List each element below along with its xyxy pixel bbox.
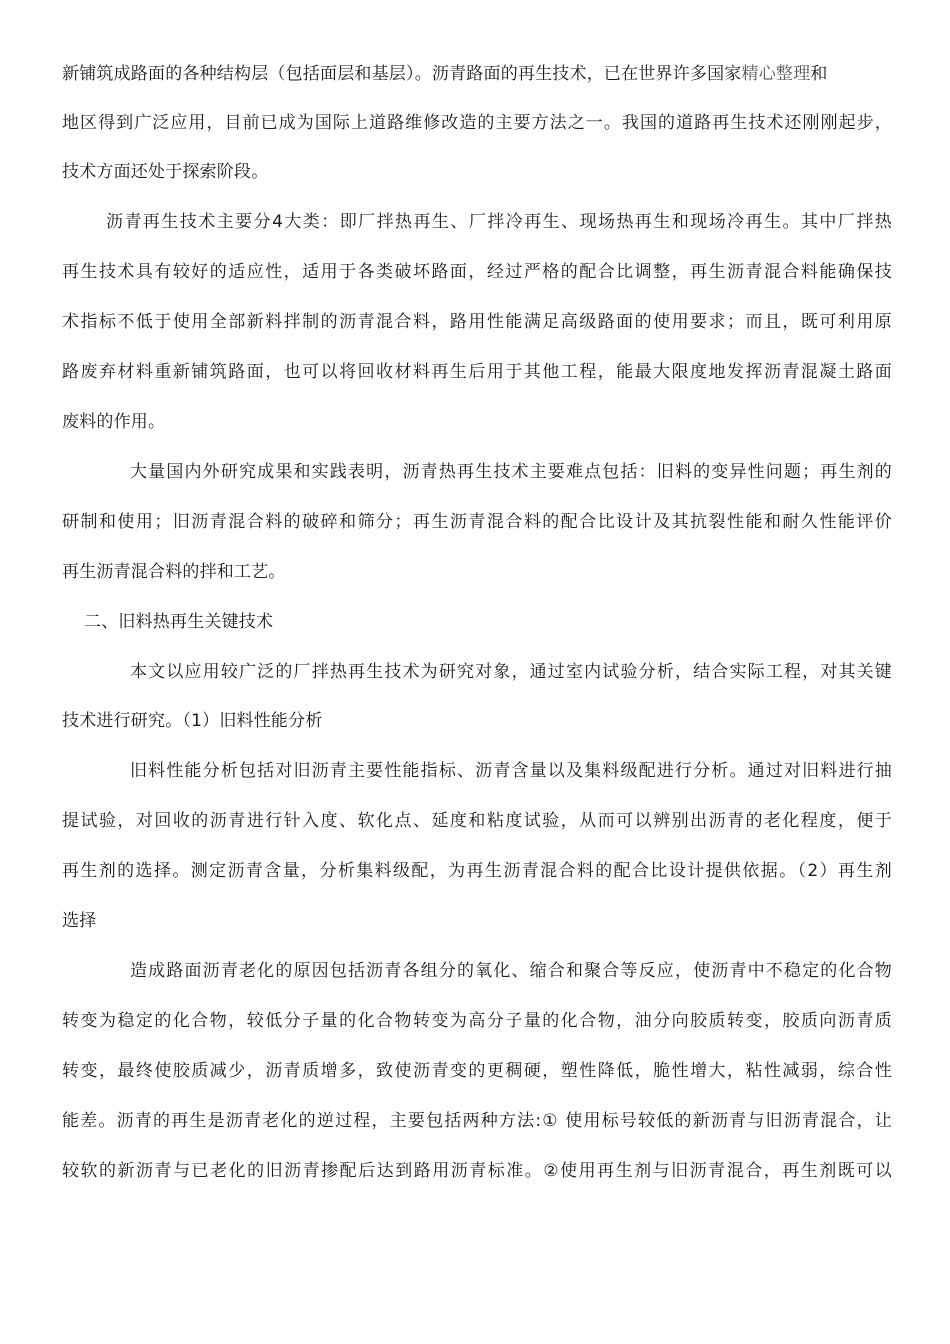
paragraph-3-line-2: 研制和使用；旧沥青混合料的破碎和筛分；再生沥青混合料的配合比设计及其抗裂性能和耐久性能评价 <box>62 512 892 532</box>
paragraph-1-line-1-tail: 和 <box>810 64 828 84</box>
paragraph-1-line-3: 技术方面还处于探索阶段。 <box>62 162 269 182</box>
paragraph-6-line-3: 转变，最终使胶质减少，沥青质增多，致使沥青变的更稠硬，塑性降低，脆性增大，粘性减弱，综合性 <box>62 1061 892 1081</box>
paragraph-6-line-1: 造成路面沥青老化的原因包括沥青各组分的氧化、缩合和聚合等反应，使沥青中不稳定的化合物 <box>130 961 892 981</box>
paragraph-1-line-2: 地区得到广泛应用，目前已成为国际上道路维修改造的主要方法之一。我国的道路再生技术还刚刚起步， <box>62 113 892 133</box>
paragraph-3-line-3: 再生沥青混合料的拌和工艺。 <box>62 562 286 582</box>
paragraph-3-line-1: 大量国内外研究成果和实践表明，沥青热再生技术主要难点包括：旧料的变异性问题；再生剂的 <box>130 462 892 482</box>
inline-watermark-text: 精心整理 <box>741 64 811 84</box>
paragraph-5-line-2: 提试验，对回收的沥青进行针入度、软化点、延度和粘度试验，从而可以辨别出沥青的老化程度，便于 <box>62 811 892 831</box>
paragraph-4-line-2: 技术进行研究。（1）旧料性能分析 <box>62 711 323 731</box>
paragraph-2-line-1: 沥青再生技术主要分4大类：即厂拌热再生、厂拌冷再生、现场热再生和现场冷再生。其中厂拌热 <box>106 212 892 232</box>
paragraph-6-line-2: 转变为稳定的化合物，较低分子量的化合物转变为高分子量的化合物，油分向胶质转变，胶质向沥青质 <box>62 1011 892 1031</box>
paragraph-5-line-1: 旧料性能分析包括对旧沥青主要性能指标、沥青含量以及集料级配进行分析。通过对旧料进行抽 <box>130 761 892 781</box>
paragraph-4-line-1: 本文以应用较广泛的厂拌热再生技术为研究对象，通过室内试验分析，结合实际工程，对其关键 <box>130 662 892 682</box>
paragraph-6-line-4: 能差。沥青的再生是沥青老化的逆过程，主要包括两种方法:① 使用标号较低的新沥青与旧沥青混合，让 <box>62 1111 892 1131</box>
paragraph-2-line-2: 再生技术具有较好的适应性，适用于各类破坏路面，经过严格的配合比调整，再生沥青混合料能确保技 <box>62 262 892 282</box>
section-heading: 二、旧料热再生关键技术 <box>84 612 274 632</box>
paragraph-1-line-1 <box>62 62 828 86</box>
paragraph-6-line-5: 较软的新沥青与已老化的旧沥青掺配后达到路用沥青标准。②使用再生剂与旧沥青混合，再生剂既可以 <box>62 1161 892 1181</box>
paragraph-2-line-5: 废料的作用。 <box>62 412 166 432</box>
paragraph-2-line-4: 路废弃材料重新铺筑路面，也可以将回收材料再生后用于其他工程，能最大限度地发挥沥青混凝土路面 <box>62 362 892 382</box>
paragraph-5-line-4: 选择 <box>62 911 97 931</box>
paragraph-5-line-3: 再生剂的选择。测定沥青含量，分析集料级配，为再生沥青混合料的配合比设计提供依据。（2）再生剂 <box>62 861 892 881</box>
paragraph-2-line-3: 术指标不低于使用全部新料拌制的沥青混合料，路用性能满足高级路面的使用要求；而且，既可利用原 <box>62 312 892 332</box>
paragraph-1-line-1-text: 新铺筑成路面的各种结构层（包括面层和基层）。沥青路面的再生技术，已在世界许多国家 <box>62 64 742 84</box>
